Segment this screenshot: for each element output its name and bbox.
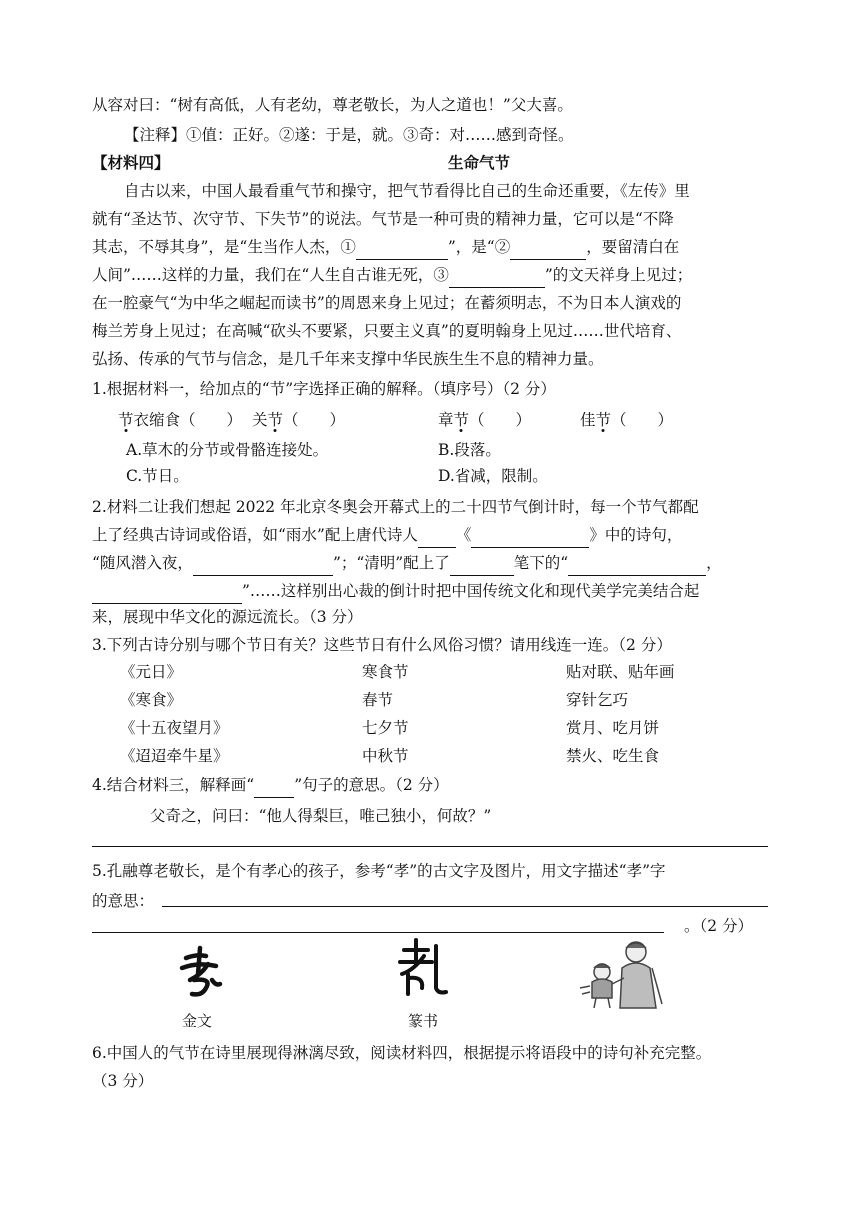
q3-poem-2[interactable]: 《寒食》 — [120, 691, 183, 709]
annotation-note: 【注释】①值：正好。②遂：于是，就。③奇：对……感到奇怪。 — [124, 126, 574, 144]
q1-word-1: 节衣缩食（ ） — [118, 411, 243, 429]
jinwen-xiao-glyph — [172, 944, 232, 1000]
q3-poem-3[interactable]: 《十五夜望月》 — [120, 719, 229, 737]
q2-line-4: ”……这样别出心裁的倒计时把中国传统文化和现代美学完美结合起 — [92, 578, 699, 604]
q1-stem: 1.根据材料一，给加点的“节”字选择正确的解释。（填序号）（2 分） — [92, 380, 556, 398]
q3-poem-4[interactable]: 《迢迢牵牛星》 — [120, 747, 229, 765]
material4-line-3: 其志，不辱其身”，是“生当作人杰，① ”，是“② ，要留清白在 — [92, 234, 679, 260]
q2-line-2: 上了经典古诗词或俗语，如“雨水”配上唐代诗人 《 》中的诗句， — [92, 522, 682, 548]
material4-title: 生命气节 — [448, 154, 511, 172]
q3-custom-3[interactable]: 赏月、吃月饼 — [566, 719, 660, 737]
q2-line-5: 来，展现中华文化的源远流长。（3 分） — [92, 608, 363, 626]
q6-line-1: 6.中国人的气节在诗里展现得淋漓尽致，阅读材料四，根据提示将语段中的诗句补充完整。 — [92, 1044, 712, 1062]
blank-poet[interactable] — [418, 529, 456, 548]
q2-line-3: “随风潜入夜， ”；“清明”配上了 笔下的“ ， — [92, 550, 722, 576]
q5-score: 。（2 分） — [684, 917, 754, 935]
story-ending: 从容对曰：“树有高低，人有老幼，尊老敬长，为人之道也！”父大喜。 — [92, 96, 573, 114]
q4-answer-line[interactable] — [92, 846, 768, 847]
blank-poem-3[interactable] — [449, 269, 545, 288]
blank-poem-title[interactable] — [471, 529, 589, 548]
q3-custom-1[interactable]: 贴对联、贴年画 — [566, 663, 675, 681]
q1-option-b: B.段落。 — [438, 441, 501, 459]
jinwen-xiao-icon — [172, 944, 232, 1000]
q1-option-c: C.节日。 — [126, 467, 189, 485]
material4-line-4: 人间”……这样的力量，我们在“人生自古谁无死，③ ”的文天祥身上见过； — [92, 262, 692, 288]
material4-line-5: 在一腔豪气“为中华之崛起而读书”的周恩来身上见过；在蓄须明志，不为日本人演戏的 — [92, 294, 682, 312]
q5-line-1: 5.孔融尊老敬长，是个有孝心的孩子，参考“孝”的古文字及图片，用文字描述“孝”字 — [92, 862, 666, 880]
q5-line-2: 的意思： — [92, 892, 155, 910]
material4-tag: 【材料四】 — [92, 154, 170, 172]
material4-line-7: 弘扬、传承的气节与信念，是几千年来支撑中华民族生生不息的精神力量。 — [92, 350, 604, 368]
q6-line-2: （3 分） — [92, 1072, 154, 1090]
q3-festival-4[interactable]: 中秋节 — [362, 747, 409, 765]
material4-line-2: 就有“圣达节、次守节、下失节”的说法。气节是一种可贵的精神力量，它可以是“不降 — [92, 210, 674, 228]
q5-answer-line-1[interactable] — [162, 906, 768, 907]
q3-stem: 3.下列古诗分别与哪个节日有关？这些节日有什么风俗习惯？请用线连一连。（2 分） — [92, 636, 672, 654]
material4-line-6: 梅兰芳身上见过；在高喊“砍头不要紧，只要主义真”的夏明翰身上见过……世代培育、 — [92, 322, 682, 340]
q1-word-4: 佳节（ ） — [580, 411, 674, 429]
q4-sentence: 父奇之，问曰：“他人得梨巨，唯己独小，何故？” — [150, 807, 492, 825]
q1-word-3: 章节（ ） — [438, 411, 532, 429]
underline-sample — [254, 779, 294, 798]
material4-line-1: 自古以来，中国人最看重气节和操守，把气节看得比自己的生命还重要，《左传》里 — [124, 182, 690, 200]
blank-poem-1[interactable] — [356, 241, 448, 260]
blank-poem-2[interactable] — [510, 241, 586, 260]
q3-custom-2[interactable]: 穿针乞巧 — [566, 691, 629, 709]
blank-verse-2[interactable] — [568, 557, 706, 576]
q3-custom-4[interactable]: 禁火、吃生食 — [566, 747, 660, 765]
q5-answer-line-2[interactable] — [92, 932, 664, 933]
child-helping-elder-icon — [576, 938, 668, 1010]
zhuanshu-xiao-glyph — [394, 938, 454, 1000]
q3-poem-1[interactable]: 《元日》 — [120, 663, 183, 681]
q3-festival-3[interactable]: 七夕节 — [362, 719, 409, 737]
caption-jinwen: 金文 — [182, 1012, 213, 1030]
zhuanshu-xiao-icon — [394, 938, 454, 1000]
q1-word-2: 关节（ ） — [252, 411, 346, 429]
caption-zhuanshu: 篆书 — [408, 1012, 439, 1030]
blank-verse-1[interactable] — [193, 557, 333, 576]
q3-festival-1[interactable]: 寒食节 — [362, 663, 409, 681]
q1-option-a: A.草木的分节或骨骼连接处。 — [126, 441, 329, 459]
q1-option-d: D.省减，限制。 — [438, 467, 548, 485]
q2-line-1: 2.材料二让我们想起 2022 年北京冬奥会开幕式上的二十四节气倒计时，每一个节气都配 — [92, 498, 699, 516]
q4-stem: 4.结合材料三，解释画“ ”句子的意思。（2 分） — [92, 772, 449, 798]
q3-festival-2[interactable]: 春节 — [362, 691, 394, 709]
filial-piety-illustration — [576, 938, 668, 1010]
blank-verse-3[interactable] — [92, 585, 242, 604]
blank-poet-2[interactable] — [450, 557, 514, 576]
